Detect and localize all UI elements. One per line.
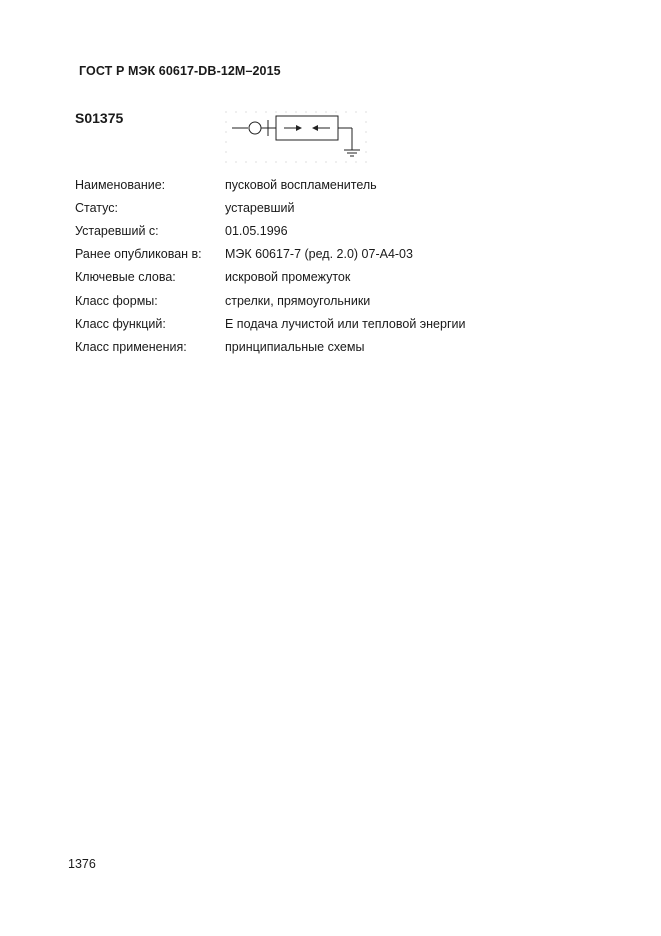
symbol-grid-dots <box>225 111 366 162</box>
property-label: Ранее опубликован в: <box>75 247 202 262</box>
property-label: Класс применения: <box>75 339 187 354</box>
property-value: искровой промежуток <box>225 270 351 285</box>
property-row-function-class <box>75 312 595 335</box>
page-number: 1376 <box>68 857 96 871</box>
property-value: МЭК 60617-7 (ред. 2.0) 07-A4-03 <box>225 247 413 262</box>
property-row-shape-class <box>75 289 595 312</box>
symbol-properties-table <box>75 173 595 359</box>
property-value: E подача лучистой или тепловой энергии <box>225 316 466 331</box>
property-value: 01.05.1996 <box>225 223 288 238</box>
property-row-application-class <box>75 335 595 358</box>
property-row-deprecated-since <box>75 219 595 242</box>
property-value: стрелки, прямоугольники <box>225 293 371 308</box>
property-value: устаревший <box>225 200 295 215</box>
igniter-symbol <box>232 116 360 156</box>
property-label: Класс функций: <box>75 316 166 331</box>
arrow-right-icon <box>296 125 302 131</box>
igniter-symbol-figure <box>224 110 374 172</box>
property-row-previously-published <box>75 243 595 266</box>
property-label: Класс формы: <box>75 293 158 308</box>
property-label: Наименование: <box>75 177 166 192</box>
property-label: Ключевые слова: <box>75 270 176 285</box>
property-row-keywords <box>75 266 595 289</box>
symbol-code: S01375 <box>75 110 124 126</box>
property-value: пусковой воспламенитель <box>225 177 377 192</box>
property-label: Устаревший с: <box>75 223 159 238</box>
property-row-status <box>75 196 595 219</box>
property-row-name <box>75 173 595 196</box>
document-header: ГОСТ Р МЭК 60617-DB-12M–2015 <box>79 64 281 78</box>
property-label: Статус: <box>75 200 118 215</box>
arrow-left-icon <box>312 125 318 131</box>
property-value: принципиальные схемы <box>225 339 365 354</box>
